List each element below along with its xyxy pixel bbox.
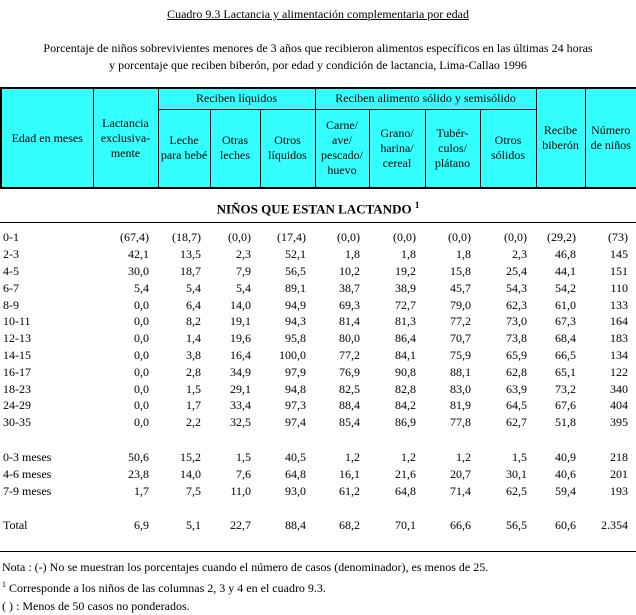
row-label: 7-9 meses — [3, 483, 52, 498]
table-cell: 218 — [610, 449, 628, 464]
table-cell: 1,5 — [236, 449, 251, 464]
table-cell: 73,8 — [506, 331, 527, 346]
table-cell: 16,4 — [230, 347, 251, 362]
table-cell: 15,2 — [180, 449, 201, 464]
header-leche-bebe: Leche para bebé — [158, 109, 210, 188]
table-cell: 77,2 — [339, 347, 360, 362]
table-cell: 67,3 — [555, 314, 576, 329]
table-cell: 86,4 — [395, 331, 416, 346]
header-carne: Carne/ ave/ pescado/ huevo — [315, 109, 369, 188]
table-cell: (73) — [608, 230, 628, 245]
table-cell: 16,1 — [339, 466, 360, 481]
table-cell: 72,7 — [395, 297, 416, 312]
table-row — [0, 246, 636, 263]
table-row — [0, 279, 636, 296]
table-cell: 1,7 — [186, 398, 201, 413]
table-cell: 1,2 — [401, 449, 416, 464]
table-cell: 84,2 — [395, 398, 416, 413]
table-cell: 88,4 — [285, 518, 306, 533]
table-cell: (0,0) — [393, 230, 416, 245]
table-cell: 20,7 — [450, 466, 471, 481]
table-cell: 2,3 — [512, 247, 527, 262]
table-cell: 1,8 — [456, 247, 471, 262]
table-cell: 50,6 — [128, 449, 149, 464]
row-label: 8-9 — [3, 297, 19, 312]
table-cell: 164 — [610, 314, 628, 329]
table-cell: 62,3 — [506, 297, 527, 312]
table-cell: 15,8 — [450, 263, 471, 278]
row-label: Total — [3, 518, 28, 533]
table-cell: (18,7) — [172, 230, 201, 245]
table-row — [0, 465, 636, 482]
table-cell: 13,5 — [180, 247, 201, 262]
table-cell: 2,8 — [186, 364, 201, 379]
table-cell: 46,8 — [555, 247, 576, 262]
table-cell: 60,6 — [555, 518, 576, 533]
table-cell: 7,5 — [186, 483, 201, 498]
row-label: 2-3 — [3, 247, 19, 262]
table-cell: 61,0 — [555, 297, 576, 312]
table-cell: 97,4 — [285, 415, 306, 430]
table-cell: 1,2 — [345, 449, 360, 464]
table-cell: (0,0) — [504, 230, 527, 245]
table-body — [0, 229, 636, 534]
table-cell: 404 — [610, 398, 628, 413]
table-cell: 100,0 — [279, 347, 306, 362]
table-cell: 84,1 — [395, 347, 416, 362]
table-row — [0, 330, 636, 347]
table-cell: 70,7 — [450, 331, 471, 346]
table-cell: 97,9 — [285, 364, 306, 379]
table-cell: 81,9 — [450, 398, 471, 413]
table-row — [0, 397, 636, 414]
table-cell: 62,8 — [506, 364, 527, 379]
table-cell: 395 — [610, 415, 628, 430]
row-label: 4-6 meses — [3, 466, 52, 481]
table-row — [0, 380, 636, 397]
table-cell: 62,7 — [506, 415, 527, 430]
row-label: 18-23 — [3, 381, 31, 396]
table-cell: 82,5 — [339, 381, 360, 396]
table-cell: 86,9 — [395, 415, 416, 430]
table-cell: 75,9 — [450, 347, 471, 362]
table-cell: 68,2 — [339, 518, 360, 533]
table-cell: 88,1 — [450, 364, 471, 379]
table-cell: (29,2) — [547, 230, 576, 245]
table-cell: 56,5 — [506, 518, 527, 533]
table-cell: 193 — [610, 483, 628, 498]
table-cell: 1,7 — [134, 483, 149, 498]
table-cell: 23,8 — [128, 466, 149, 481]
table-cell: 52,1 — [285, 247, 306, 262]
table-cell: 64,5 — [506, 398, 527, 413]
table-cell: 93,0 — [285, 483, 306, 498]
table-cell: 62,5 — [506, 483, 527, 498]
table-cell: 63,9 — [506, 381, 527, 396]
table-cell: 5,1 — [186, 518, 201, 533]
table-cell: 68,4 — [555, 331, 576, 346]
table-cell: 5,4 — [186, 280, 201, 295]
table-cell: 97,3 — [285, 398, 306, 413]
table-cell: 19,1 — [230, 314, 251, 329]
table-cell: 77,2 — [450, 314, 471, 329]
table-cell: 79,0 — [450, 297, 471, 312]
divider — [0, 222, 636, 223]
header-biberon: Recibe biberón — [536, 88, 585, 188]
table-cell: 10,2 — [339, 263, 360, 278]
table-cell: 40,9 — [555, 449, 576, 464]
table-cell: 21,6 — [395, 466, 416, 481]
table-cell: 90,8 — [395, 364, 416, 379]
spacer-row — [0, 431, 636, 449]
header-numero: Número de niños — [585, 88, 636, 188]
table-cell: 30,1 — [506, 466, 527, 481]
table-cell: 0,0 — [134, 297, 149, 312]
table-row — [0, 296, 636, 313]
table-row — [0, 313, 636, 330]
table-cell: 38,9 — [395, 280, 416, 295]
table-cell: 45,7 — [450, 280, 471, 295]
row-label: 14-15 — [3, 347, 31, 362]
table-cell: 73,2 — [555, 381, 576, 396]
table-cell: 133 — [610, 297, 628, 312]
table-cell: 42,1 — [128, 247, 149, 262]
table-cell: (67,4) — [120, 230, 149, 245]
table-cell: 44,1 — [555, 263, 576, 278]
table-row — [0, 449, 636, 466]
table-cell: 94,3 — [285, 314, 306, 329]
table-cell: 25,4 — [506, 263, 527, 278]
row-label: 10-11 — [3, 314, 31, 329]
header-edad: Edad en meses — [1, 88, 93, 188]
table-cell: 64,8 — [285, 466, 306, 481]
table-cell: 2,2 — [186, 415, 201, 430]
table-title: Cuadro 9.3 Lactancia y alimentación complementaria por edad — [167, 7, 469, 21]
table-cell: 32,5 — [230, 415, 251, 430]
table-cell: 0,0 — [134, 347, 149, 362]
table-row — [0, 363, 636, 380]
row-label: 0-1 — [3, 230, 19, 245]
header-grano: Grano/ harina/ cereal — [369, 109, 425, 188]
table-cell: 22,7 — [230, 518, 251, 533]
table-cell: 70,1 — [395, 518, 416, 533]
table-cell: 54,3 — [506, 280, 527, 295]
table-cell: 19,2 — [395, 263, 416, 278]
table-cell: 2.354 — [601, 518, 628, 533]
table-cell: 51,8 — [555, 415, 576, 430]
header-otras-leches: Otras leches — [210, 109, 260, 188]
table-cell: 1,4 — [186, 331, 201, 346]
table-cell: 38,7 — [339, 280, 360, 295]
table-cell: 89,1 — [285, 280, 306, 295]
table-cell: 40,6 — [555, 466, 576, 481]
footnotes: Nota : (-) No se muestran los porcentajes cuando el número de casos (denominador), es menos de 25. $^1$ Corresponde a los niños de las columnas 2, 3 y 4 en el cuadro 9.3. ( ) : Menos de 50 casos no ponderados. — [2, 560, 489, 613]
table-cell: 82,8 — [395, 381, 416, 396]
table-cell: 85,4 — [339, 415, 360, 430]
table-cell: 1,8 — [345, 247, 360, 262]
table-cell: 71,4 — [450, 483, 471, 498]
table-cell: 65,1 — [555, 364, 576, 379]
table-cell: 145 — [610, 247, 628, 262]
table-cell: 59,4 — [555, 483, 576, 498]
section-title: NIÑOS QUE ESTAN LACTANDO $^1$ — [216, 200, 420, 217]
table-cell: (0,0) — [228, 230, 251, 245]
table-cell: 2,3 — [236, 247, 251, 262]
table-row — [0, 414, 636, 431]
table-cell: 88,4 — [339, 398, 360, 413]
table-cell: 340 — [610, 381, 628, 396]
table-cell: 81,4 — [339, 314, 360, 329]
table-cell: 151 — [610, 263, 628, 278]
row-label: 0-3 meses — [3, 449, 52, 464]
table-cell: (17,4) — [277, 230, 306, 245]
table-cell: 14,0 — [230, 297, 251, 312]
table-cell: 33,4 — [230, 398, 251, 413]
table-row — [0, 263, 636, 280]
table-cell: 0,0 — [134, 415, 149, 430]
header-liquidos: Reciben líquidos — [158, 88, 315, 109]
table-cell: 0,0 — [134, 381, 149, 396]
table-cell: 0,0 — [134, 398, 149, 413]
table-header — [0, 87, 636, 189]
row-label: 12-13 — [3, 331, 31, 346]
table-cell: 110 — [610, 280, 628, 295]
table-cell: 83,0 — [450, 381, 471, 396]
header-solidos: Reciben alimento sólido y semisólido — [315, 88, 536, 109]
table-cell: 0,0 — [134, 364, 149, 379]
table-cell: 61,2 — [339, 483, 360, 498]
table-cell: 94,8 — [285, 381, 306, 396]
row-label: 16-17 — [3, 364, 31, 379]
table-cell: 7,9 — [236, 263, 251, 278]
table-cell: 0,0 — [134, 314, 149, 329]
table-cell: 66,5 — [555, 347, 576, 362]
table-cell: 54,2 — [555, 280, 576, 295]
table-cell: 0,0 — [134, 331, 149, 346]
row-label: 24-29 — [3, 398, 31, 413]
table-cell: 34,9 — [230, 364, 251, 379]
table-cell: 40,5 — [285, 449, 306, 464]
row-label: 6-7 — [3, 280, 19, 295]
table-cell: 14,0 — [180, 466, 201, 481]
spacer-row — [0, 499, 636, 517]
table-cell: 6,9 — [134, 518, 149, 533]
table-row — [0, 517, 636, 534]
table-cell: 6,4 — [186, 297, 201, 312]
table-cell: 201 — [610, 466, 628, 481]
table-cell: 183 — [610, 331, 628, 346]
table-cell: 94,9 — [285, 297, 306, 312]
table-cell: 77,8 — [450, 415, 471, 430]
row-label: 4-5 — [3, 263, 19, 278]
table-cell: 18,7 — [180, 263, 201, 278]
table-cell: 66,6 — [450, 518, 471, 533]
table-row — [0, 347, 636, 364]
divider — [0, 551, 636, 552]
table-cell: 1,5 — [186, 381, 201, 396]
header-otros-liquidos: Otros líquidos — [260, 109, 315, 188]
table-cell: 69,3 — [339, 297, 360, 312]
table-cell: 76,9 — [339, 364, 360, 379]
table-cell: 1,8 — [401, 247, 416, 262]
table-cell: 7,6 — [236, 466, 251, 481]
table-cell: 67,6 — [555, 398, 576, 413]
table-cell: 29,1 — [230, 381, 251, 396]
table-cell: 5,4 — [134, 280, 149, 295]
header-tuber: Tubér-culos/ plátano — [425, 109, 480, 188]
table-cell: 64,8 — [395, 483, 416, 498]
table-cell: (0,0) — [448, 230, 471, 245]
table-cell: 73,0 — [506, 314, 527, 329]
table-cell: 1,2 — [456, 449, 471, 464]
table-row — [0, 482, 636, 499]
table-row — [0, 229, 636, 246]
table-cell: 30,0 — [128, 263, 149, 278]
table-cell: 19,6 — [230, 331, 251, 346]
table-cell: 11,0 — [230, 483, 251, 498]
table-cell: 81,3 — [395, 314, 416, 329]
table-cell: 8,2 — [186, 314, 201, 329]
table-cell: 5,4 — [236, 280, 251, 295]
table-cell: 56,5 — [285, 263, 306, 278]
table-cell: 1,5 — [512, 449, 527, 464]
header-lactancia: Lactancia exclusiva-mente — [93, 88, 158, 188]
table-cell: 122 — [610, 364, 628, 379]
table-cell: 65,9 — [506, 347, 527, 362]
row-label: 30-35 — [3, 415, 31, 430]
header-otros-solidos: Otros sólidos — [480, 109, 536, 188]
table-cell: (0,0) — [337, 230, 360, 245]
table-cell: 3,8 — [186, 347, 201, 362]
table-subtitle: Porcentaje de niños sobrevivientes menores de 3 años que recibieron alimentos específicos en las últimas 24 horas y porcentaje que reciben biberón, por edad y condición de lactancia, Lima-Callao 1996 — [43, 41, 593, 72]
table-cell: 134 — [610, 347, 628, 362]
table-cell: 95,8 — [285, 331, 306, 346]
table-cell: 80,0 — [339, 331, 360, 346]
